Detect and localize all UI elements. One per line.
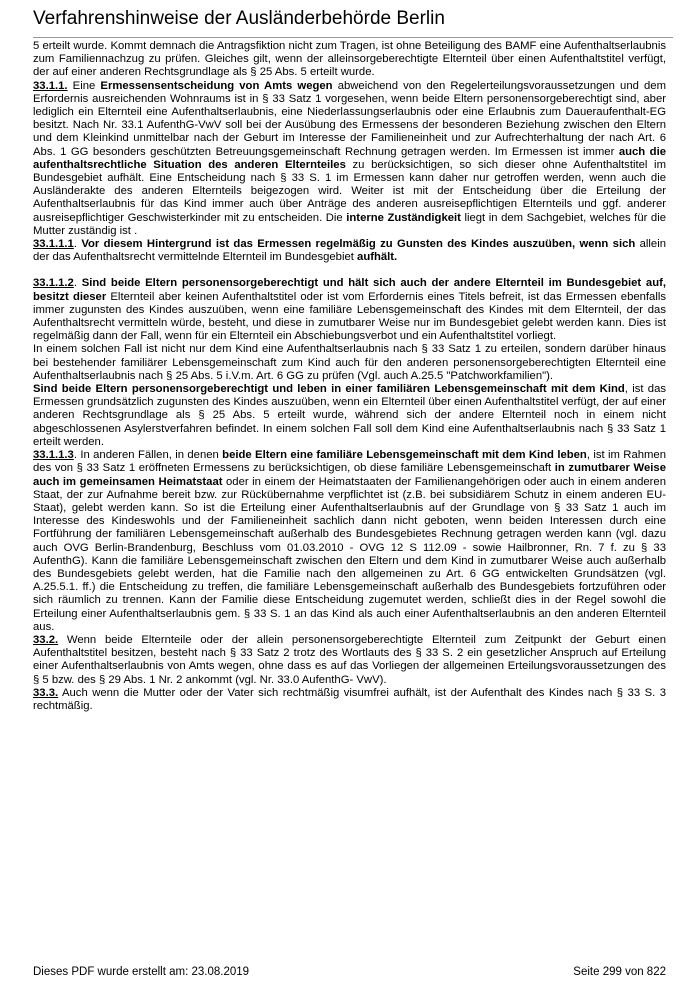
section-number: 33.3.: [33, 686, 59, 699]
footer-created-date: Dieses PDF wurde erstellt am: 23.08.2019: [33, 966, 250, 978]
paragraph-text: Wenn beide Elternteile oder der allein personensorgeberechtigte Elternteil zum Zeitpunkt der Geburt einen Aufenthaltstitel besitzen, besteht nach § 33 Satz 2 trotz des Wortlauts des § 33 S. 2 ein gesetzlicher Anspruch auf Erteilung einer Aufenthaltserlaubnis von Amts wegen, ohne dass es auf das Vorliegen der allgemeinen Erteilungsvoraussetzungen des § 5 bzw. des § 29 Abs. 1 Nr. 2 ankommt (vgl. Nr. 33.0 AufenthG- VwV).: [33, 633, 666, 686]
header-divider: [33, 37, 673, 38]
paragraph-text: , ist im Rahmen des von § 33 Satz 1 eröffneten Ermessens zu berücksichtigen, ob diese familiäre Lebensgemeinschaft: [33, 449, 666, 475]
emphasis-text: Sind beide Eltern personensorgeberechtigt und leben in einer familiären Lebensgemeinschaft mit dem Kind: [33, 383, 625, 396]
paragraph-33-1-1-2: [33, 277, 666, 343]
paragraph-text: , ist das Ermessen grundsätzlich zugunsten des Kindes auszuüben, wenn ein Elternteil über einen Aufenthaltstitel verfügt, der auf einer anderen Rechtsgrundlage als § 25 Abs. 5 erteilt wurde, während sich der andere Elternteil noch in einem nicht abgeschlossenen Asylerstverfahren befindet. In einem solchen Fall soll dem Kind eine Aufenthaltserlaubnis nach § 33 Satz 1 erteilt werden.: [33, 383, 666, 448]
page-title: Verfahrenshinweise der Ausländerbehörde Berlin: [33, 8, 445, 29]
document-body: [33, 40, 666, 713]
paragraph-text: oder in einem der Heimatstaaten der Familienangehörigen oder auch in einem anderen Staat, der zur Aufnahme bereit bzw. zur Rückübernahme verpflichtet ist (z.B. bei subsidiärem Schutz in einem anderen EU-Staat), gelebt werden kann. So ist die Erteilung einer Aufenthaltserlaubnis auf der Grundlage von § 33 Satz 1 auch im Interesse des Kindeswohls und der Familieneinheit sachlich dann nicht geboten, wenn beiden Interessen durch eine Fortführung der familiären Lebensgemeinschaft außerhalb des Bundesgebietes Rechnung getragen werden kann (vgl. dazu auch OVG Berlin-Brandenburg, Beschluss vom 01.03.2010 - OVG 12 S 112.09 - sowie Hailbronner, Rn. 7 f. zu § 33 AufenthG). Kann die familiäre Lebensgemeinschaft zwischen den Eltern und dem Kind in zumutbarer Weise auch außerhalb des Bundesgebiets gelebt werden, hat die Familie nach den allgemeinen zu Art. 6 GG entwickelten Grundsätzen (vgl. A.25.5.1. ff.) die Entscheidung zu treffen, die familiäre Lebensgemeinschaft außerhalb des Bundesgebiets fortzuführen oder sich räumlich zu trennen. Kann der Familie diese Entscheidung zugemutet werden, schließt dies in der Regel sowohl die Erteilung einer Aufenthaltserlaubnis gem. § 33 S. 1 an das Kind als auch einer Aufenthaltserlaubnis an den anderen Elternteil aus.: [33, 475, 666, 633]
paragraph-text: Auch wenn die Mutter oder der Vater sich rechtmäßig visumfrei aufhält, ist der Aufenthalt des Kindes nach § 33 S. 3 rechtmäßig.: [33, 686, 666, 712]
paragraph-33-1-1-1: [33, 238, 666, 264]
paragraph-text: allein der das Aufenthaltsrecht vermittelnde Elternteil im Bundesgebiet: [33, 238, 666, 264]
section-number: 33.1.1.1: [33, 238, 74, 251]
section-number: 33.1.1.: [33, 79, 68, 92]
paragraph-text: . In anderen Fällen, in denen: [73, 449, 223, 462]
paragraph-text-block: [33, 383, 666, 449]
emphasis-text: Vor diesem Hintergrund ist das Ermessen regelmäßig zu Gunsten des Kindes auszuüben, wenn sich: [81, 238, 636, 251]
emphasis-text: Ermessensentscheidung von Amts wegen: [100, 79, 333, 92]
paragraph-text: .: [73, 238, 82, 251]
paragraph-text: Elternteil aber keinen Aufenthaltstitel oder ist vom Erfordernis eines Titels befreit, ist das Ermessen ebenfalls immer zugunsten des Kindes auszuüben, wenn eine familiäre Lebensgemeinschaft des Kindes mit dem Elternteil, der das Aufenthaltsrecht vermitteln würde, besteht, und diese in zumutbarer Weise nur im Bundesgebiet gelebt werden kann. Dies ist regelmäßig dann der Fall, wenn für ein Elternteil ein Abschiebungsverbot und ein Aufenthaltstitel vorliegt.: [33, 290, 667, 343]
emphasis-text: interne Zuständigkeit: [346, 211, 461, 224]
paragraph-spacer: [33, 264, 666, 277]
paragraph-33-2: [33, 634, 666, 687]
section-number: 33.2.: [33, 633, 59, 646]
emphasis-text: beide Eltern eine familiäre Lebensgemeinschaft mit dem Kind leben: [222, 449, 587, 462]
paragraph-continuation: [33, 40, 666, 80]
emphasis-text: Sind beide Eltern personensorgeberechtigt und hält sich auch der andere Elternteil im Bundesgebiet auf, besitzt dieser: [33, 277, 667, 303]
paragraph-text: zu berücksichtigen, so sich dieser ohne Aufenthaltstitel im Bundesgebiet aufhält. Eine Entscheidung nach § 33 S. 1 im Ermessen kann daher nur getroffen werden, wenn auch die Ausländerakte des anderen Elternteils beigezogen wird. Weiter ist mit der Entscheidung über die Erteilung der Aufenthaltserlaubnis für das Kind immer auch über Anträge des anderen ausreisepflichtigen Elternteils und ggf. anderer ausreisepflichtiger Geschwisterkinder mit zu entscheiden. Die: [33, 158, 666, 224]
emphasis-text: aufhält.: [357, 251, 398, 264]
paragraph-33-3: [33, 687, 666, 713]
paragraph-text: liegt in dem Sachgebiet, welches für die Mutter zuständig ist .: [33, 211, 666, 237]
paragraph-text: abweichend von den Regelerteilungsvoraussetzungen und dem Erfordernis ausreichenden Wohnraums ist in § 33 Satz 1 vorgesehen, wenn beide Eltern personensorgeberechtigt sind, aber lediglich ein Elternteil eine Aufenthaltserlaubnis, eine Niederlassungserlaubnis oder eine Erlaubnis zum Daueraufenthalt-EG besitzt. Nach Nr. 33.1 AufenthG-VwV soll bei der Ausübung des Ermessens der besonderen Beziehung zwischen den Eltern und dem Kleinkind unmittelbar nach der Geburt im Interesse der Familieneinheit und zur Aufrechterhaltung der nach Art. 6 Abs. 1 GG besonders geschützten Betreuungsgemeinschaft Rechnung getragen werden. Im Ermessen ist immer: [33, 79, 667, 158]
paragraph-text: 5 erteilt wurde. Kommt demnach die Antragsfiktion nicht zum Tragen, ist ohne Beteiligung des BAMF eine Aufenthaltserlaubnis zum Familiennachzug zu prüfen. Gleiches gilt, wenn der alleinsorgeberechtigte Elternteil über einen Aufenthaltstitel verfügt, der auf einer anderen Rechtsgrundlage als § 25 Abs. 5 erteilt wurde.: [33, 40, 666, 79]
paragraph-33-1-1: [33, 80, 666, 238]
section-number: 33.1.1.3: [33, 449, 74, 462]
paragraph-text-block: [33, 343, 666, 383]
emphasis-text: in zumutbarer Weise auch im gemeinsamen Heimatstaat: [33, 462, 666, 488]
paragraph-text: Eine: [67, 79, 101, 92]
paragraph-text: .: [73, 277, 82, 290]
footer-page-number: Seite 299 von 822: [573, 966, 666, 978]
paragraph-33-1-1-3: [33, 449, 666, 634]
paragraph-text: In einem solchen Fall ist nicht nur dem Kind eine Aufenthaltserlaubnis nach § 33 Satz 1 zu erteilen, sondern darüber hinaus bei bestehender familiärer Lebensgemeinschaft zum Kind auch für den anderen personensorgeberechtigten Elternteil eine Aufenthaltserlaubnis nach § 25 Abs. 5 i.V.m. Art. 6 GG zu prüfen (Vgl. auch A.25.5 "Patchworkfamilien").: [33, 343, 666, 382]
emphasis-text: auch die aufenthaltsrechtliche Situation des anderen Elternteiles: [33, 145, 667, 171]
section-number: 33.1.1.2: [33, 277, 74, 290]
